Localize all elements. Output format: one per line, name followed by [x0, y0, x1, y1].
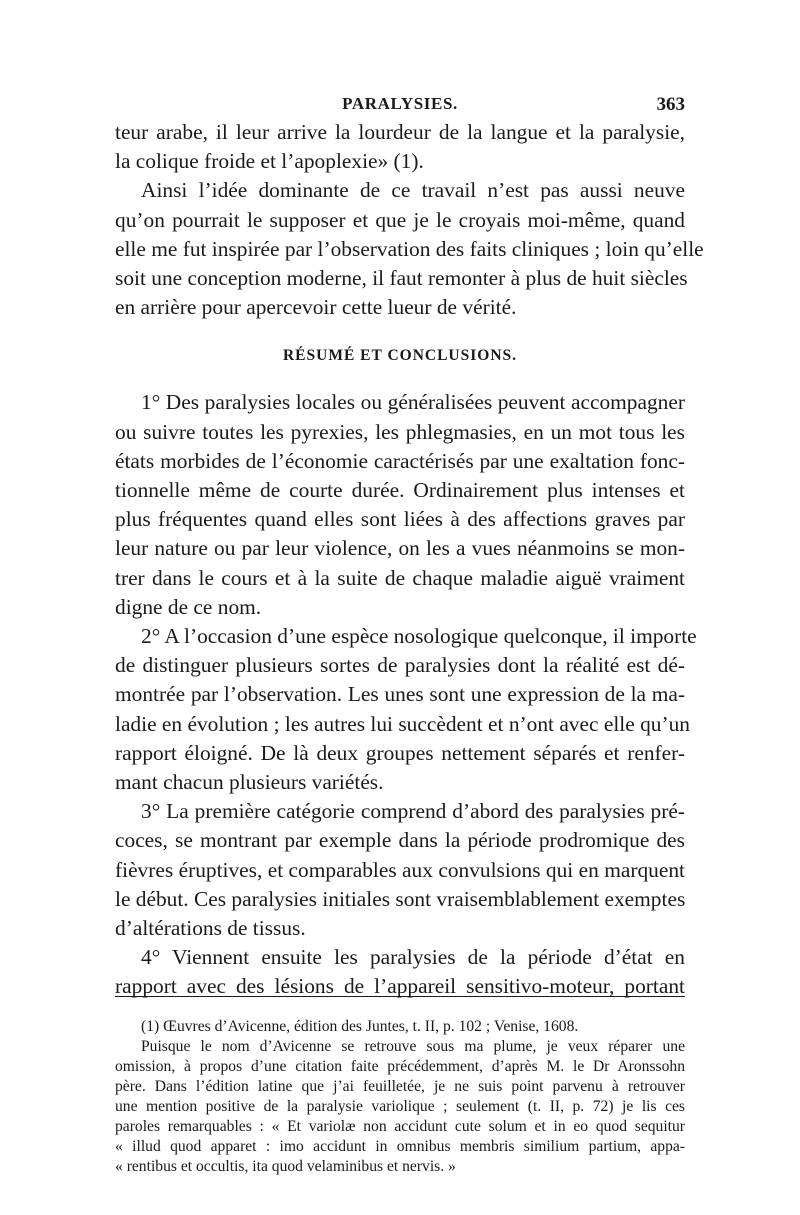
footnotes — [115, 1017, 685, 1177]
text-line: le début. Ces paralysies initiales sont vraisemblablement exemptes — [115, 886, 686, 911]
text-line: mant chacun plusieurs variétés. — [115, 770, 384, 795]
text-line: qu’on pourrait le supposer et que je le croyais moi-même, quand — [115, 207, 685, 232]
footnote-line: « illud quod apparet : imo accidunt in omnibus membris similium partium, appa- — [115, 1138, 685, 1155]
page-number: 363 — [656, 94, 685, 115]
text-line: soit une conception moderne, il faut remonter à plus de huit siècles — [115, 266, 688, 291]
text-line: la colique froide et l’apoplexie» (1). — [115, 149, 424, 174]
text-line: états morbides de l’économie caractérisés par une exaltation fonc- — [115, 448, 685, 473]
footnote-line: « rentibus et occultis, ita quod velaminibus et nervis. » — [115, 1158, 456, 1175]
text-line: 2° A l’occasion d’une espèce nosologique quelconque, il importe — [141, 624, 697, 649]
text-line: en arrière pour apercevoir cette lueur de vérité. — [115, 295, 517, 320]
page-header — [115, 94, 685, 118]
text-line: fièvres éruptives, et comparables aux convulsions qui en marquent — [115, 857, 685, 882]
text-line: tionnelle même de courte durée. Ordinairement plus intenses et — [115, 478, 685, 503]
text-line: elle me fut inspirée par l’observation des faits cliniques ; loin qu’elle — [115, 236, 704, 261]
text-line: plus fréquentes quand elles sont liées à des affections graves par — [115, 507, 685, 532]
text-line: 1° Des paralysies locales ou généralisées peuvent accompagner — [141, 390, 685, 415]
footnote-line: paroles remarquables : « Et variolæ non accidunt cute solum et in eo quod sequitur — [115, 1118, 685, 1135]
footnote-line: omission, à propos d’une citation faite précédemment, d’après M. le Dr Aronssohn — [115, 1058, 685, 1075]
text-line: d’altérations de tissus. — [115, 916, 306, 941]
text-line: rapport éloigné. De là deux groupes nettement séparés et renfer- — [115, 740, 685, 765]
section-title: RÉSUMÉ ET CONCLUSIONS. — [282, 347, 518, 365]
footnote-line: (1) Œuvres d’Avicenne, édition des Juntes, t. II, p. 102 ; Venise, 1608. — [141, 1018, 579, 1035]
text-line: ladie en évolution ; les autres lui succèdent et n’ont avec elle qu’un — [115, 711, 690, 736]
text-line: teur arabe, il leur arrive la lourdeur de la langue et la paralysie, — [115, 120, 685, 144]
footnote-line: père. Dans l’édition latine que j’ai feuilletée, je ne suis point parvenu à retrouver — [115, 1078, 685, 1095]
footnote-line: une mention positive de la paralysie variolique ; seulement (t. II, p. 72) je lis ces — [115, 1098, 685, 1115]
text-line: digne de ce nom. — [115, 594, 262, 619]
text-line: coces, se montrant par exemple dans la période prodromique des — [115, 828, 685, 853]
footnote-line: Puisque le nom d’Avicenne se retrouve sous ma plume, je veux réparer une — [141, 1038, 685, 1055]
text-line: montrée par l’observation. Les unes sont une expression de la ma- — [115, 682, 685, 707]
footnote-rule — [115, 996, 685, 997]
running-head: PARALYSIES. — [342, 94, 458, 113]
text-line: de distinguer plusieurs sortes de paralysies dont la réalité est dé- — [115, 653, 685, 678]
text-line: trer dans le cours et à la suite de chaque maladie aiguë vraiment — [115, 565, 685, 590]
text-line: Ainsi l’idée dominante de ce travail n’est pas aussi neuve — [141, 178, 685, 203]
text-line: 4° Viennent ensuite les paralysies de la période d’état en — [141, 945, 685, 970]
text-line: 3° La première catégorie comprend d’abord des paralysies pré- — [141, 799, 685, 824]
text-line: ou suivre toutes les pyrexies, les phlegmasies, en un mot tous les — [115, 419, 685, 444]
main-text — [115, 118, 704, 1002]
text-line: leur nature ou par leur violence, on les a vues néanmoins se mon- — [115, 536, 685, 561]
text-line: rapport avec des lésions de l’appareil sensitivo-moteur, portant — [115, 974, 685, 999]
